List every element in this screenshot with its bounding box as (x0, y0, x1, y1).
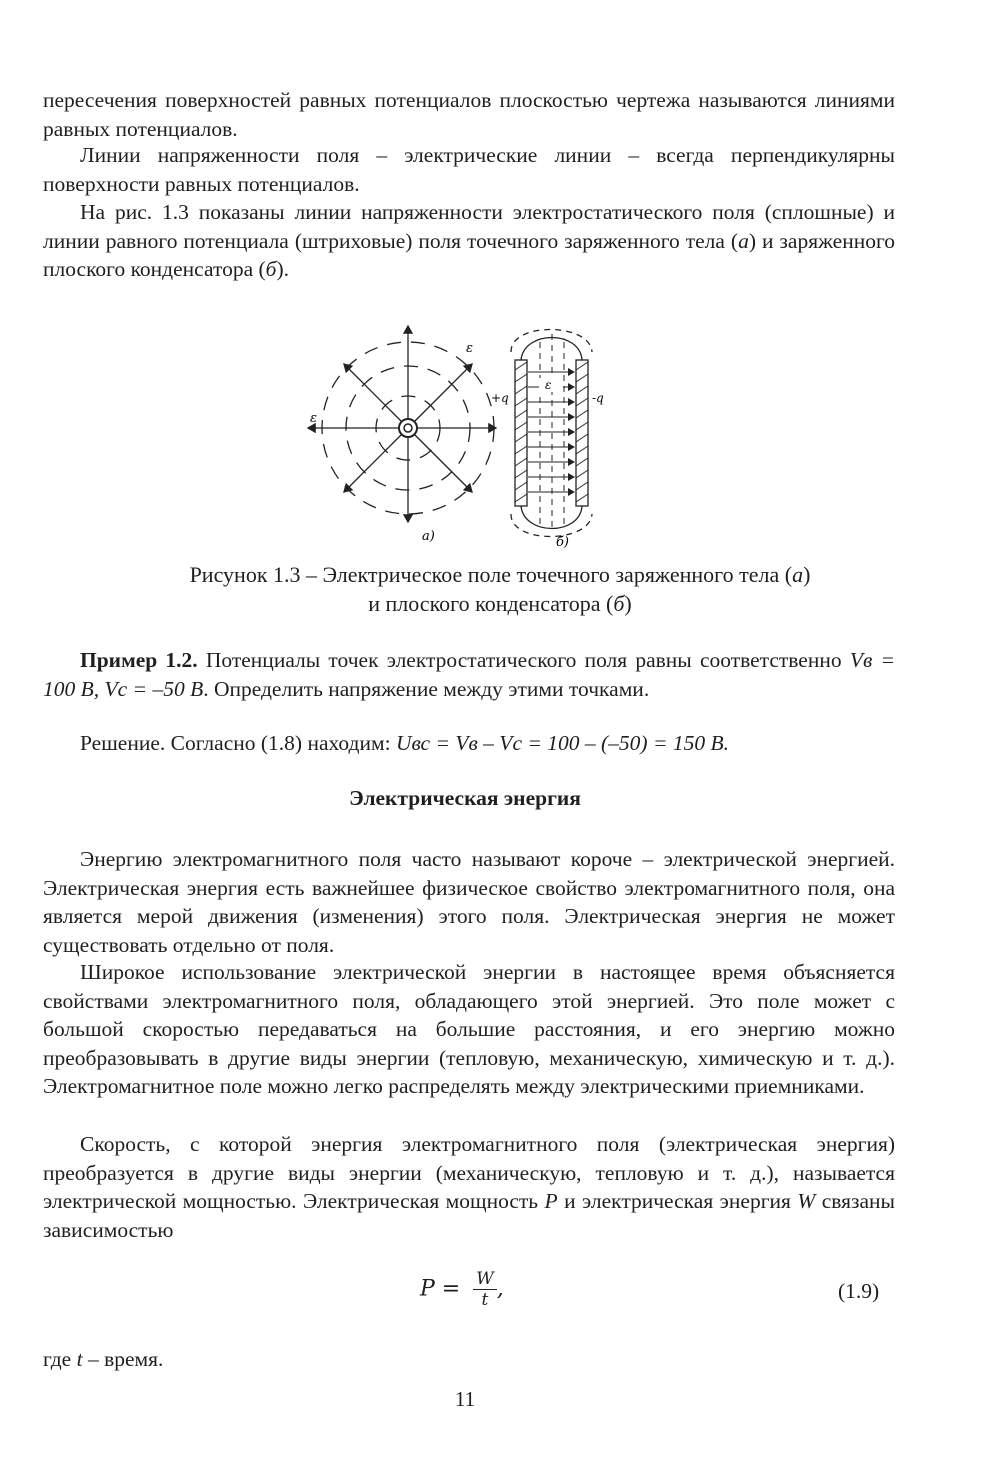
text-run: ) и заряженного плоского конденсатора ( (43, 228, 895, 281)
formula-lhs: P = (420, 1276, 461, 1302)
formula-power (420, 1269, 504, 1310)
energy-paragraph-1 (43, 845, 895, 959)
solution-paragraph (43, 729, 895, 758)
paragraph-text: Энергию электромагнитного поля часто называют короче – электрической энергией. Электрическая энергия есть важнейшее физическое свойство электромагнитного поля, она является мерой движения (изменения) этого поля. Электрическая энергия не может существовать отдельно от поля. (43, 847, 895, 957)
symbol-w: W (797, 1189, 816, 1213)
label-e-top: ε (466, 341, 473, 356)
formula-numerator: W (473, 1269, 496, 1290)
italic-letter: б (265, 257, 277, 281)
italic-letter: а (792, 562, 804, 587)
figure-caption-line2 (0, 589, 1000, 618)
text-run: и электрическая энергия (557, 1189, 798, 1213)
energy-paragraph-3 (43, 1130, 895, 1244)
text-run: ). (276, 257, 290, 281)
symbol-p: P (544, 1189, 558, 1213)
text-run: На рис. 1.3 показаны линии напряженности электростатического поля (сплошные) и линии равного потенциала (штриховые) поля точечного заряженного тела ( (43, 200, 895, 253)
caption-text: Рисунок 1.3 – Электрическое поле точечного заряженного тела ( (189, 562, 793, 587)
text-run: Решение. Согласно (1.8) находим: (80, 731, 396, 755)
paragraph-figure-reference (43, 198, 895, 284)
text-run: – время. (82, 1347, 164, 1371)
italic-letter: б (613, 591, 625, 616)
formula-comma: , (496, 1276, 504, 1302)
symbol-t: t (76, 1347, 83, 1371)
figure-caption-line1 (0, 560, 1000, 589)
equation-number: (1.9) (838, 1279, 880, 1303)
text-run: где (43, 1347, 77, 1371)
paragraph-intro (43, 86, 895, 143)
solution-expression: Uвс = Vв – Vс = 100 – (–50) = 150 В. (395, 731, 729, 755)
section-title: Электрическая энергия (349, 786, 581, 810)
formula-denominator: t (481, 1290, 489, 1310)
example-values: Vв = 100 В, Vс = –50 В (43, 648, 895, 701)
paragraph-text: пересечения поверхностей равных потенциалов плоскостью чертежа называются линиями равных потенциалов. (43, 88, 895, 141)
label-e-left: ε (310, 411, 317, 426)
formula-fraction (473, 1269, 496, 1310)
label-a: а) (422, 529, 435, 544)
capacitor-diagram (511, 330, 592, 537)
label-minus-q: -q (592, 391, 604, 405)
italic-letter: а (738, 228, 749, 253)
paragraph-text: Линии напряженности поля – электрические линии – всегда перпендикулярны поверхности равных потенциалов. (43, 143, 895, 196)
text-run: Потенциалы точек электростатического поля равны соответственно (197, 648, 850, 672)
text-run: . Определить напряжение между этими точками. (203, 676, 650, 701)
example-paragraph (43, 646, 895, 703)
caption-text: и плоского конденсатора ( (368, 591, 614, 616)
where-line (43, 1345, 895, 1374)
text-run: связаны зависимостью (43, 1189, 895, 1242)
paragraph-field-lines (43, 141, 895, 198)
label-plus-q: +q (491, 391, 509, 405)
label-e-capacitor: ε (545, 378, 552, 392)
caption-text: ) (803, 562, 811, 587)
page-number: 11 (454, 1387, 476, 1411)
text-run: Скорость, с которой энергия электромагнитного поля (электрическая энергия) преобразуется в другие виды энергии (механическую, тепловую и т. д.), называется электрической мощностью. Электрическая мощность (43, 1132, 895, 1213)
label-b: б) (556, 535, 570, 550)
energy-paragraph-2 (43, 958, 895, 1101)
caption-text: ) (624, 591, 632, 616)
paragraph-text: Широкое использование электрической энергии в настоящее время объясняется свойствами электромагнитного поля, обладающего этой энергией. Это поле может с большой скоростью передаваться на большие расстояния, и его энергию можно преобразовывать в другие виды энергии (тепловую, механическую, химическую и т. д.). Электромагнитное поле можно легко распределять между электрическими приемниками. (43, 960, 895, 1098)
example-title: Пример 1.2. (80, 648, 198, 672)
figure-electric-field (300, 312, 620, 552)
